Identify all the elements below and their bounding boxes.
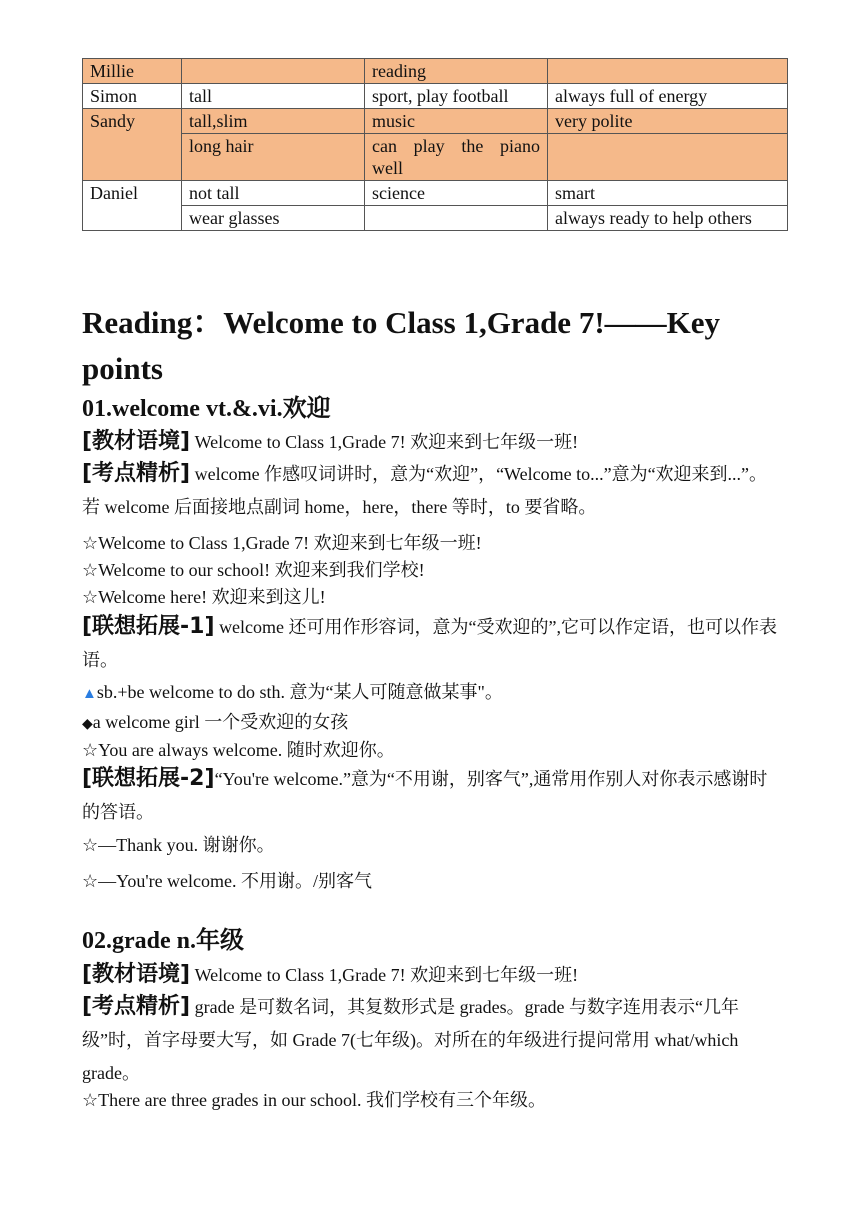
triangle-note-text: sb.+be welcome to do sth. 意为“某人可随意做某事"。 bbox=[96, 682, 503, 702]
tag-extension-2: [联想拓展-2] bbox=[82, 766, 215, 791]
table-cell: Daniel bbox=[83, 181, 182, 231]
table-cell: music bbox=[365, 109, 548, 134]
table-cell: always ready to help others bbox=[548, 206, 788, 231]
table-cell: Millie bbox=[83, 59, 182, 84]
table-cell: long hair bbox=[182, 134, 365, 181]
table-cell: very polite bbox=[548, 109, 788, 134]
table-cell bbox=[365, 206, 548, 231]
table-cell: wear glasses bbox=[182, 206, 365, 231]
student-info-table bbox=[82, 58, 788, 231]
table-row bbox=[83, 84, 788, 109]
piano-line-1: can play the piano bbox=[372, 136, 540, 156]
table-cell bbox=[548, 59, 788, 84]
table-cell bbox=[182, 59, 365, 84]
table-row bbox=[83, 109, 788, 134]
table-row bbox=[83, 134, 788, 181]
table-cell: tall,slim bbox=[182, 109, 365, 134]
table-cell bbox=[365, 134, 548, 181]
diamond-icon: ◆ bbox=[82, 717, 93, 732]
table-cell: Simon bbox=[83, 84, 182, 109]
table-cell: reading bbox=[365, 59, 548, 84]
diamond-note-text: a welcome girl 一个受欢迎的女孩 bbox=[92, 712, 349, 732]
example-line: ☆Welcome to Class 1,Grade 7! 欢迎来到七年级一班! bbox=[82, 533, 482, 553]
context-line bbox=[82, 957, 578, 988]
table-cell: not tall bbox=[182, 181, 365, 206]
context-text: Welcome to Class 1,Grade 7! 欢迎来到七年级一班! bbox=[190, 965, 579, 985]
example-line: ☆There are three grades in our school. 我们学校有三个年级。 bbox=[82, 1090, 547, 1110]
table-row bbox=[83, 206, 788, 231]
extension-text-2: “You're welcome.”意为“不用谢，别客气”,通常用作别人对你表示感谢时的答语。 bbox=[82, 769, 768, 822]
analysis-text: welcome 作感叹词讲时，意为“欢迎”，“Welcome to...”意为“欢迎来到...”。若 welcome 后面接地点副词 home，here，there 等时，to 要省略。 bbox=[82, 464, 768, 517]
piano-line-2: well bbox=[372, 158, 403, 178]
section-title-welcome: 01.welcome vt.&.vi.欢迎 bbox=[82, 396, 331, 422]
table-cell bbox=[548, 134, 788, 181]
example-line: ☆You are always welcome. 随时欢迎你。 bbox=[82, 740, 395, 760]
example-line: ☆Welcome to our school! 欢迎来到我们学校! bbox=[82, 560, 425, 580]
context-text: Welcome to Class 1,Grade 7! 欢迎来到七年级一班! bbox=[190, 432, 579, 452]
example-line: ☆Welcome here! 欢迎来到这儿! bbox=[82, 587, 326, 607]
tag-analysis: [考点精析] bbox=[82, 461, 191, 486]
section-title-grade: 02.grade n.年级 bbox=[82, 928, 244, 954]
tag-extension-1: [联想拓展-1] bbox=[82, 614, 215, 639]
context-line bbox=[82, 424, 578, 455]
extension-text-1: welcome 还可用作形容词，意为“受欢迎的”,它可以作定语，也可以作表语。 bbox=[82, 617, 778, 670]
analysis-text: grade 是可数名词，其复数形式是 grades。grade 与数字连用表示“几年级”时，首字母要大写，如 Grade 7(七年级)。对所在的年级进行提问常用 what/which grade。 bbox=[82, 997, 740, 1083]
triangle-note bbox=[82, 678, 503, 704]
table-row bbox=[83, 181, 788, 206]
table-cell: sport, play football bbox=[365, 84, 548, 109]
table-cell: tall bbox=[182, 84, 365, 109]
diamond-note bbox=[82, 708, 348, 734]
tag-analysis: [考点精析] bbox=[82, 994, 191, 1019]
table-cell: Sandy bbox=[83, 109, 182, 181]
analysis-paragraph bbox=[82, 990, 778, 1090]
page-heading: Reading：Welcome to Class 1,Grade 7!——Key points bbox=[82, 305, 721, 386]
table-row bbox=[83, 59, 788, 84]
table-cell: science bbox=[365, 181, 548, 206]
example-line: ☆—Thank you. 谢谢你。 bbox=[82, 835, 275, 855]
tag-context: [教材语境] bbox=[82, 429, 191, 454]
tag-context: [教材语境] bbox=[82, 962, 191, 987]
extension-paragraph-2 bbox=[82, 762, 778, 829]
analysis-paragraph bbox=[82, 457, 778, 524]
extension-paragraph-1 bbox=[82, 610, 778, 677]
table-cell: always full of energy bbox=[548, 84, 788, 109]
triangle-icon: ▲ bbox=[82, 686, 97, 702]
table-cell: smart bbox=[548, 181, 788, 206]
example-line: ☆—You're welcome. 不用谢。/别客气 bbox=[82, 871, 373, 891]
